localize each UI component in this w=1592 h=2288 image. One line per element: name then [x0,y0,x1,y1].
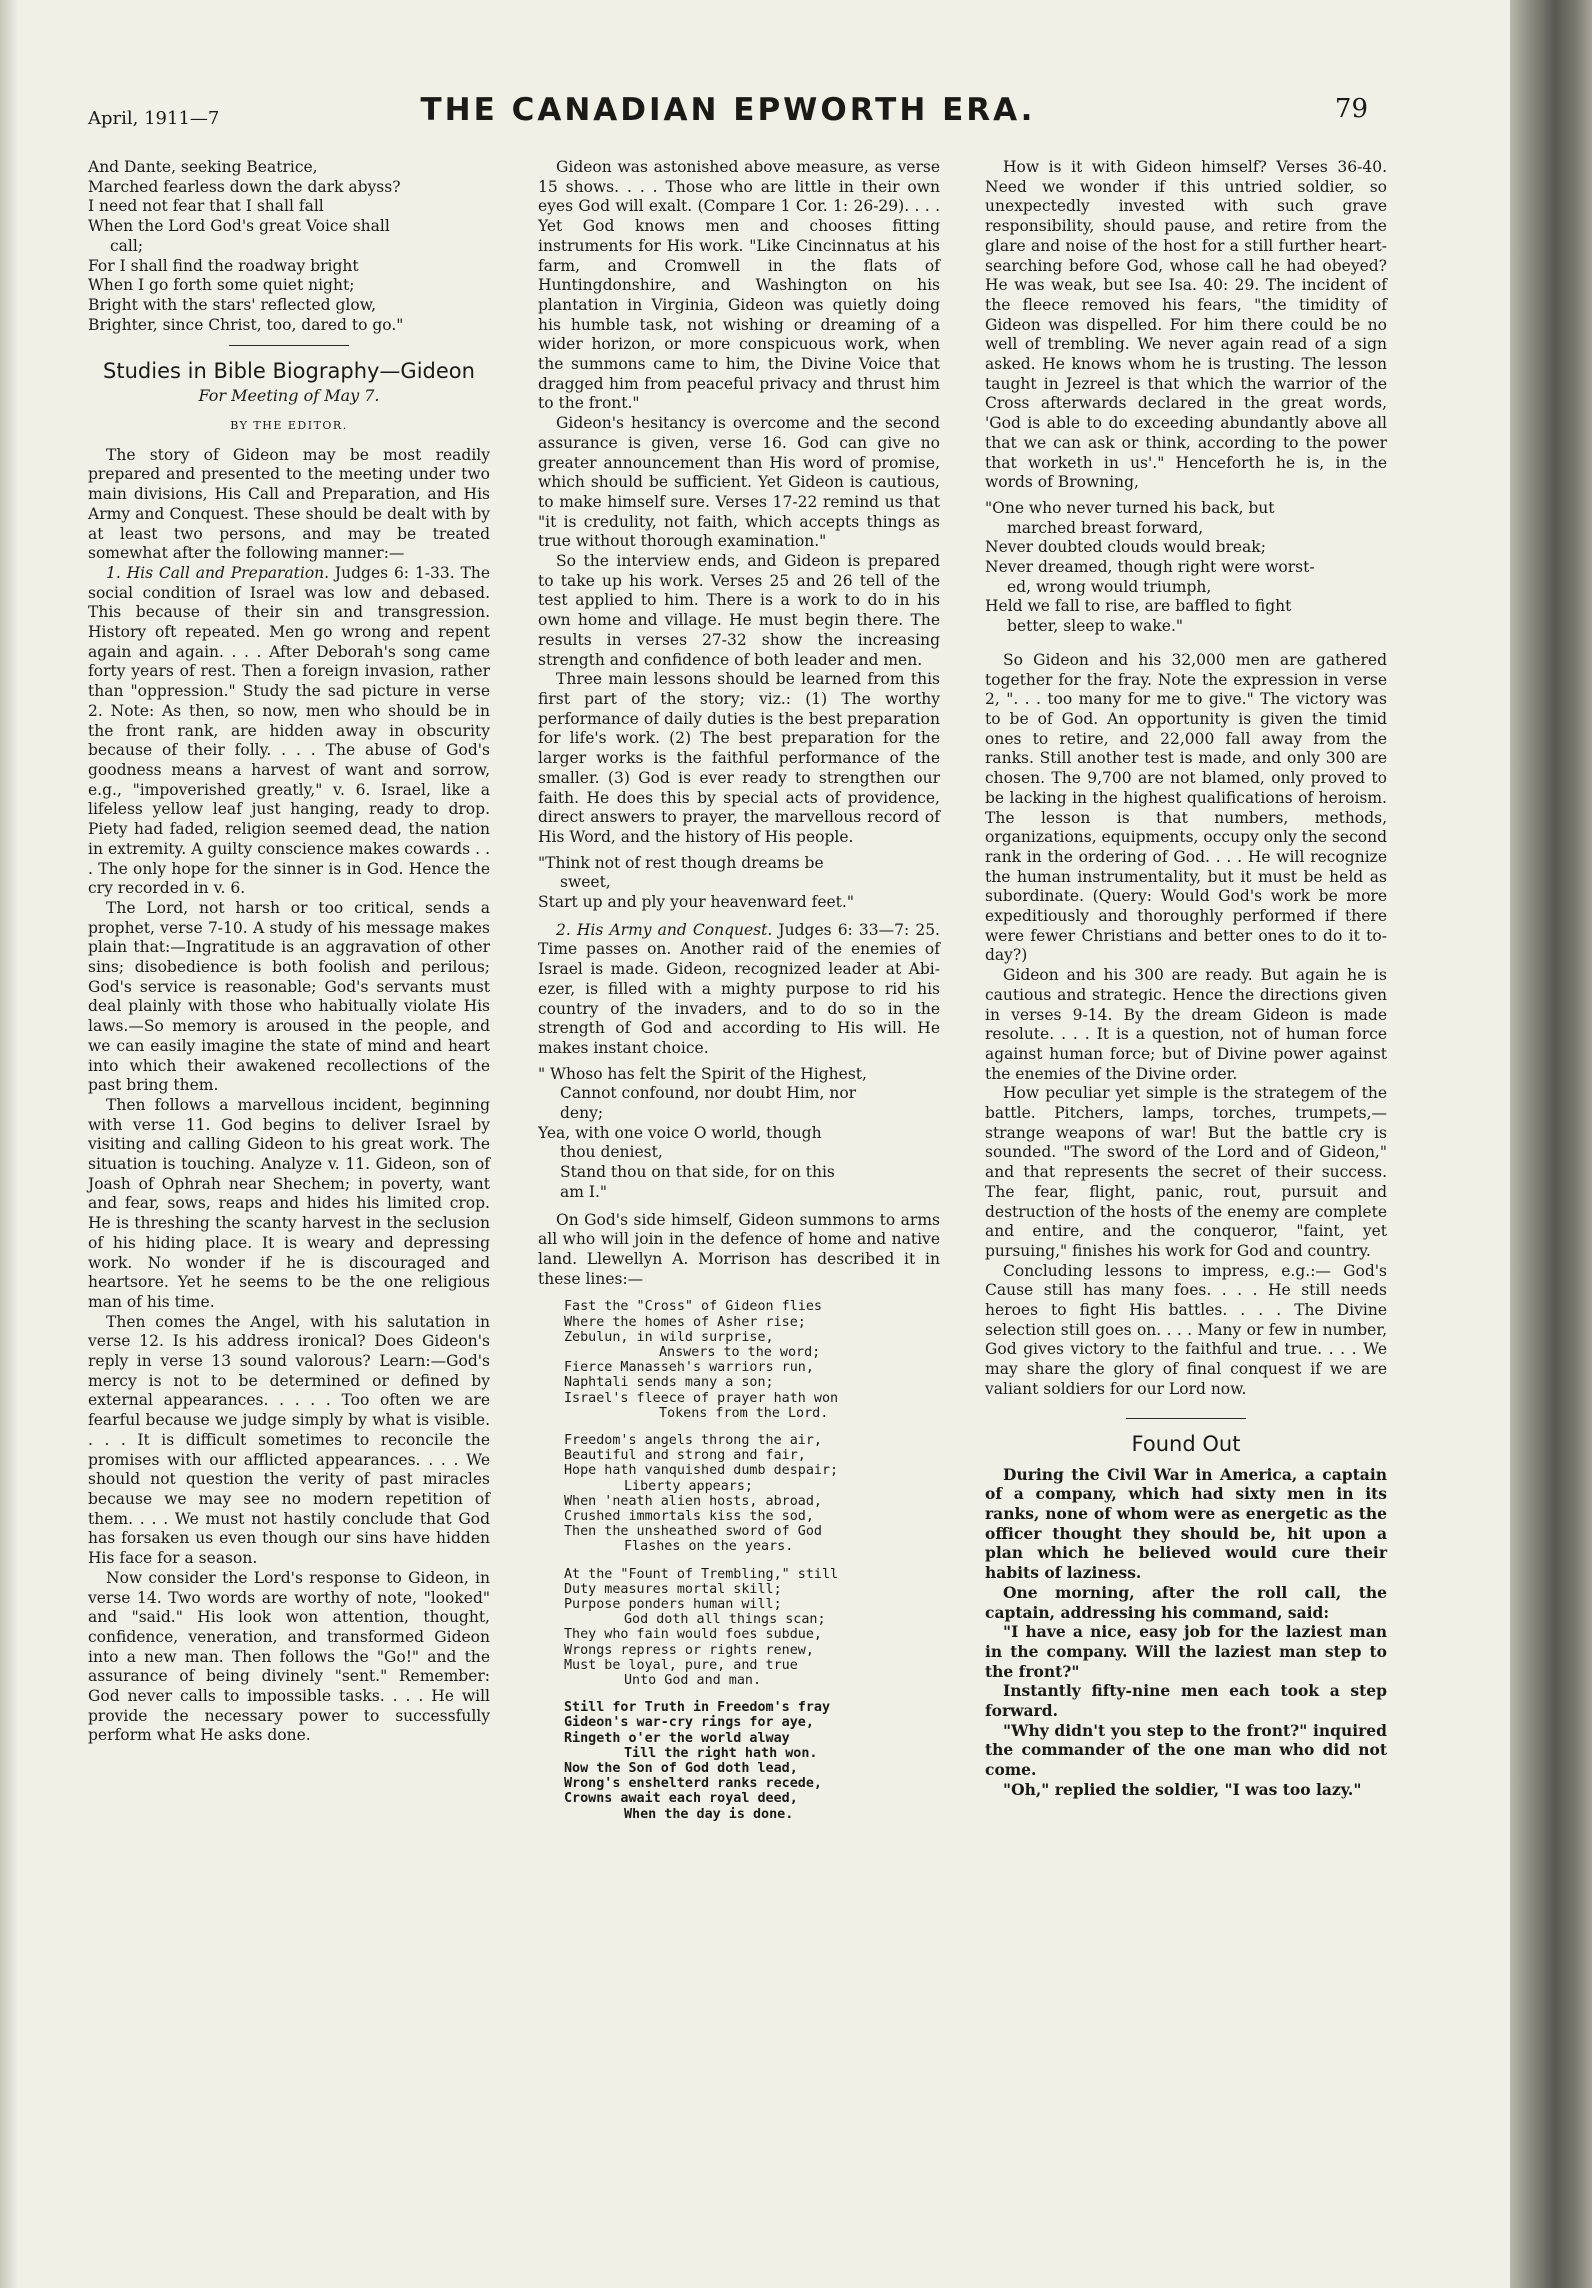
hymn-line: Flashes on the years. [624,1539,794,1555]
poem-line: call; [110,236,144,255]
byline: BY THE EDITOR. [230,419,348,433]
hymn-line: Crowns await each royal deed, [564,1791,798,1807]
poem-line: And Dante, seeking Beatrice, [88,158,318,176]
poem-line: Never doubted clouds would break; [985,538,1266,557]
hymn-stanza [564,1700,940,1822]
poem-line: I need not fear that I shall fall [88,197,324,216]
hymn-line: Gideon's war-cry rings for aye, [564,1715,814,1731]
paragraph: Gideon's hesitancy is overcome and the second assurance is given, verse 16. God can give no greater announcement than His word of promise, which should be sufficient. Yet Gideon is cautious, to make himself sure. Verses 17-22 remind us that "it is credulity, not faith, which accepts things as true without thorough examination." [538,414,940,551]
poem-line: ed, wrong would triumph, [1007,577,1212,596]
poem-line: Cannot confound, nor doubt Him, nor [560,1084,857,1103]
issue-date: April, 1911—7 [88,108,220,129]
poem-line: For I shall find the roadway bright [88,256,359,275]
hymn-line: Till the right hath won. [624,1745,818,1761]
paragraph: How is it with Gideon himself? Verses 36-40. Need we wonder if this untried soldier, so unexpectedly invested with such grave responsibility, should pause, and retire from the glare and noise of the host for a still further heart-searching before God, whose call he had obeyed? He was weak, but see Isa. 40: 29. The incident of the fleece removed his fears, "the timidity of Gideon was dispelled. For him there could be no well of trembling. We never again read of a sign asked. He knows whom he is trusting. The lesson taught in Jezreel is that which the warrior of the Cross afterwards declared in the great words, 'God is able to do exceeding abundantly above all that we can ask or think, according to the power that worketh in us'." Henceforth he is, in the words of Browning, [985,158,1387,492]
hymn-line: Duty measures mortal skill; [564,1581,782,1597]
article-title: Studies in Bible Biography—Gideon [103,359,475,384]
hymn-line: Beautiful and strong and fair, [564,1448,806,1464]
paragraph: "I have a nice, easy job for the laziest man in the company. Will the laziest man step to the front?" [985,1622,1387,1681]
poem-line: marched breast forward, [1007,518,1204,537]
hymn-line: Wrongs repress or rights renew, [564,1642,814,1658]
hymn-line: Israel's fleece of prayer hath won [564,1390,839,1406]
hymn-line: Hope hath vanquished dumb despair; [564,1463,839,1479]
hymn-line: Where the homes of Asher rise; [564,1314,806,1330]
hymn-line: Fast the "Cross" of Gideon flies [564,1299,822,1315]
paragraph: How peculiar yet simple is the strategem of the battle. Pitchers, lamps, torches, trumpets,—strange weapons of war! But the battle cry is sounded. "The sword of the Lord and of Gideon," and that represents the secret of their success. The fear, flight, panic, rout, pursuit and destruction of the hosts of the enemy are complete and entire, and the conqueror, "faint, yet pursuing," finishes his work for God and country. [985,1084,1387,1260]
poem-line: Start up and ply your heavenward feet." [538,893,854,912]
paragraph: Then follows a marvellous incident, beginning with verse 11. God begins to deliver Israel by visiting and calling Gideon to his great work. The situation is touching. Analyze v. 11. Gideon, son of Joash of Ophrah near Shechem; in poverty, want and fear, sows, reaps and hides his limited crop. He is threshing the scanty harvest in the seclusion of his hiding place. It is weary and depressing work. No wonder if he is discouraged and heartsore. Yet he seems to be the one religious man of his time. [88,1095,490,1311]
publication-title: THE CANADIAN EPWORTH ERA. [420,92,1036,128]
hymn-line: Still for Truth in Freedom's fray [564,1700,831,1716]
hymn-line: Freedom's angels throng the air, [564,1433,822,1448]
paragraph: Concluding lessons to impress, e.g.:— God's Cause still has many foes. . . . He still needs heroes to fight His battles. . . . The Divine selection still goes on. . . . Many or few in number, God gives victory to the faithful and true. . . . We may share the glory of final conquest if we are valiant soldiers for our Lord now. [985,1261,1387,1398]
paragraph: So the interview ends, and Gideon is prepared to take up his work. Verses 25 and 26 tell of the test applied to him. There is a work to do in his own home and village. He must begin there. The results in verses 27-32 show the increasing strength and confidence of both leader and men. [538,552,940,669]
paragraph: Then comes the Angel, with his salutation in verse 12. Is his address ironical? Does Gideon's reply in verse 13 sound valorous? Learn:—God's mercy is not to be determined or defined by external appearances. . . . . Too often we are fearful because we judge simply by what is visible. . . . It is difficult sometimes to reconcile the promises with our afflicted appearances. . . . We should not question the verity of past miracles because we may see no modern repetition of them. . . . We must not hastily conclude that God has forsaken us even though our sins have hidden His face for a season. [88,1312,490,1568]
opening-poem [88,158,490,335]
paragraph: The Lord, not harsh or too critical, sends a prophet, verse 7-10. A study of his message makes plain that:—Ingratitude is an aggravation of other sins; disobedience is both foolish and perilous; God's service is reasonable; God's servants must deal plainly with those who habitually violate His laws.—So memory is aroused in the people, and we can easily imagine the state of mind and heart into which their awakened recollections of the past bring them. [88,898,490,1095]
paragraph: The story of Gideon may be most readily prepared and presented to the meeting under two main divisions, His Call and Preparation, and His Army and Conquest. These should be dealt with by at least two persons, and may be treated somewhat after the following manner:— [88,445,490,563]
hymn [564,1299,940,1822]
paragraph: "Oh," replied the soldier, "I was too lazy." [1003,1779,1362,1799]
hymn-line: Zebulun, in wild surprise, [564,1329,774,1345]
paragraph: "Why didn't you step to the front?" inquired the commander of the one man who did not come. [985,1720,1387,1780]
hymn-line: Now the Son of God doth lead, [564,1761,798,1777]
hymn-line: Purpose ponders human will; [564,1597,782,1613]
hymn-stanza [564,1567,940,1689]
poem-line: "One who never turned his back, but [985,498,1275,517]
hymn-line: Answers to the word; [659,1344,821,1360]
hymn-line: Tokens from the Lord. [659,1405,829,1421]
section-label: 2. His Army and Conquest. [556,920,773,939]
poem-line: " Whoso has felt the Spirit of the Highest, [538,1064,867,1083]
hymn-line: God doth all things scan; [624,1612,826,1628]
poem-line: Bright with the stars' reflected glow, [88,295,377,314]
poem-line: "Think not of rest though dreams be [538,853,824,872]
left-page-edge [0,0,18,2288]
quoted-verse [985,499,1387,637]
hymn-line: Unto God and man. [624,1673,762,1689]
paragraph-text: Judges 6: 33—7: 25. Time passes on. Another raid of the enemies of Israel is made. Gideon, recognized leader at Abi-ezer, is filled with a mighty purpose to rid his country of the invaders, and to do so in the strength of God and according to His will. He makes instant choice. [538,920,940,1057]
article-subtitle: For Meeting of May 7. [198,386,380,406]
poem-line: deny; [560,1104,604,1123]
paragraph: Three main lessons should be learned from this first part of the story; viz.: (1) The worthy performance of daily duties is the best preparation for life's work. (2) The best preparation for the larger works is the faithful performance of the smaller. (3) God is ever ready to strengthen our faith. He does this by special acts of providence, direct answers to prayer, the marvellous record of His Word, and the history of His people. [538,670,940,846]
page-number: 79 [1334,94,1368,124]
hymn-line: Ringeth o'er the world alway [564,1730,790,1746]
hymn-stanza [564,1299,940,1421]
hymn-line: Naphtali sends many a son; [564,1375,774,1391]
hymn-line: Then the unsheathed sword of God [564,1524,822,1540]
column-3 [985,158,1387,1800]
section-label: 1. His Call and Preparation. [106,563,330,582]
paragraph [538,921,940,1059]
column-2 [538,158,940,1834]
masthead [88,88,1368,138]
poem-line: Marched fearless down the dark abyss? [88,177,401,196]
paragraph: One morning, after the roll call, the captain, addressing his command, said: [985,1582,1387,1622]
paragraph [88,564,490,899]
poem-line: thou deniest, [560,1143,663,1162]
hymn-line: Wrong's enshelterd ranks recede, [564,1776,822,1792]
poem-line: Stand thou on that side, for on this [560,1163,835,1182]
poem-line: Held we fall to rise, are baffled to fight [985,597,1292,616]
hymn-line: Must be loyal, pure, and true [564,1657,798,1673]
section-divider [229,345,349,346]
poem-line: Never dreamed, though right were worst- [985,558,1315,577]
poem-line: Brighter, since Christ, too, dared to go." [88,315,404,334]
hymn-stanza [564,1433,940,1555]
paragraph-text: Judges 6: 1-33. The social condition of Israel was low and debased. This because of their sin and transgression. History oft repeated. Men go wrong and repent again and again. . . . After Deborah's song came forty years of rest. Then a foreign invasion, rather than "oppression." Study the sad picture in verse 2. Note: As then, so now, men who should be in the front rank, are hidden away in obscurity because of their folly. . . . The abuse of God's goodness means a harvest of want and sorrow, e.g., "impoverished greatly," v. 6. Israel, like a lifeless yellow leaf just hanging, ready to drop. Piety had faded, religion seemed dead, the nation in extremity. A guilty conscience makes cowards . . . The only hope for the sinner is in God. Hence the cry recorded in v. 6. [88,563,490,898]
hymn-line: Liberty appears; [624,1478,753,1494]
poem-line: am I." [560,1182,608,1201]
hymn-line: Crushed immortals kiss the sod, [564,1509,814,1525]
poem-line: When the Lord God's great Voice shall [88,217,390,236]
section-divider [1126,1418,1246,1419]
poem-line: sweet, [560,873,611,892]
paragraph: Gideon was astonished above measure, as verse 15 shows. . . . Those who are little in their own eyes God will exalt. (Compare 1 Cor. 1: 26-29). . . . Yet God knows men and chooses fitting instruments for His work. "Like Cincinnatus at his farm, and Cromwell in the flats of Huntingdonshire, and Washington on his plantation in Virginia, Gideon was quietly doing his humble task, not wishing or dreaming of a wider horizon, or more conspicuous work, when the summons came to him, the Divine Voice that dragged him from peaceful privacy and thrust him to the front." [538,158,940,413]
hymn-line: They who fain would foes subdue, [564,1627,822,1643]
poem-line: Yea, with one voice O world, though [538,1123,822,1142]
paragraph: During the Civil War in America, a captain of a company, which had sixty men in its ranks, none of whom were as energetic as the officer thought they should be, hit upon a plan which he believed would cure their habits of laziness. [985,1464,1387,1583]
article-title: Found Out [1131,1431,1241,1456]
binding-edge [1510,0,1592,2288]
paragraph: Now consider the Lord's response to Gideon, in verse 14. Two words are worthy of note, "looked" and "said." His look won attention, thought, confidence, veneration, and transformed Gideon into a new man. Then follows the "Go!" and the assurance of being divinely "sent." Remember: God never calls to impossible tasks. . . . He will provide the necessary power to successfully perform what He asks done. [88,1568,490,1745]
hymn-line: At the "Fount of Trembling," still [564,1566,839,1582]
spacer [985,643,1387,651]
hymn-line: When the day is done. [624,1806,794,1822]
paragraph: So Gideon and his 32,000 men are gathered together for the fray. Note the expression in verse 2, ". . . too many for me to give." The victory was to be of God. An opportunity is given the timid ones to retire, and 22,000 fall away from the ranks. Still another test is made, and only 300 are chosen. The 9,700 are not blamed, only proved to be lacking in the highest qualifications of heroism. The lesson is that numbers, methods, organizations, equipments, occupy only the second rank in the ordering of God. . . . He will recognize the human instrumentality, but it must be held as subordinate. (Query: Would God's work be more expeditiously and thoroughly performed if there were fewer Christians and better ones to do it to-day?) [985,650,1388,965]
column-1 [88,158,490,1746]
hymn-line: When 'neath alien hosts, abroad, [564,1493,822,1509]
quoted-verse [538,1065,940,1203]
poem-line: When I go forth some quiet night; [88,276,355,295]
paragraph: Instantly fifty-nine men each took a step forward. [985,1681,1387,1721]
paragraph: Gideon and his 300 are ready. But again he is cautious and strategic. Hence the directions given in verses 9-14. By the dream Gideon is made resolute. . . . It is a question, not of human force against human force; but of Divine power against the enemies of the Divine order. [985,966,1387,1083]
hymn-line: Fierce Manasseh's warriors run, [564,1360,814,1376]
poem-line: better, sleep to wake." [1007,617,1184,636]
quoted-verse [538,854,940,913]
paragraph: On God's side himself, Gideon summons to arms all who will join in the defence of home and native land. Llewellyn A. Morrison has described it in these lines:— [538,1210,940,1288]
